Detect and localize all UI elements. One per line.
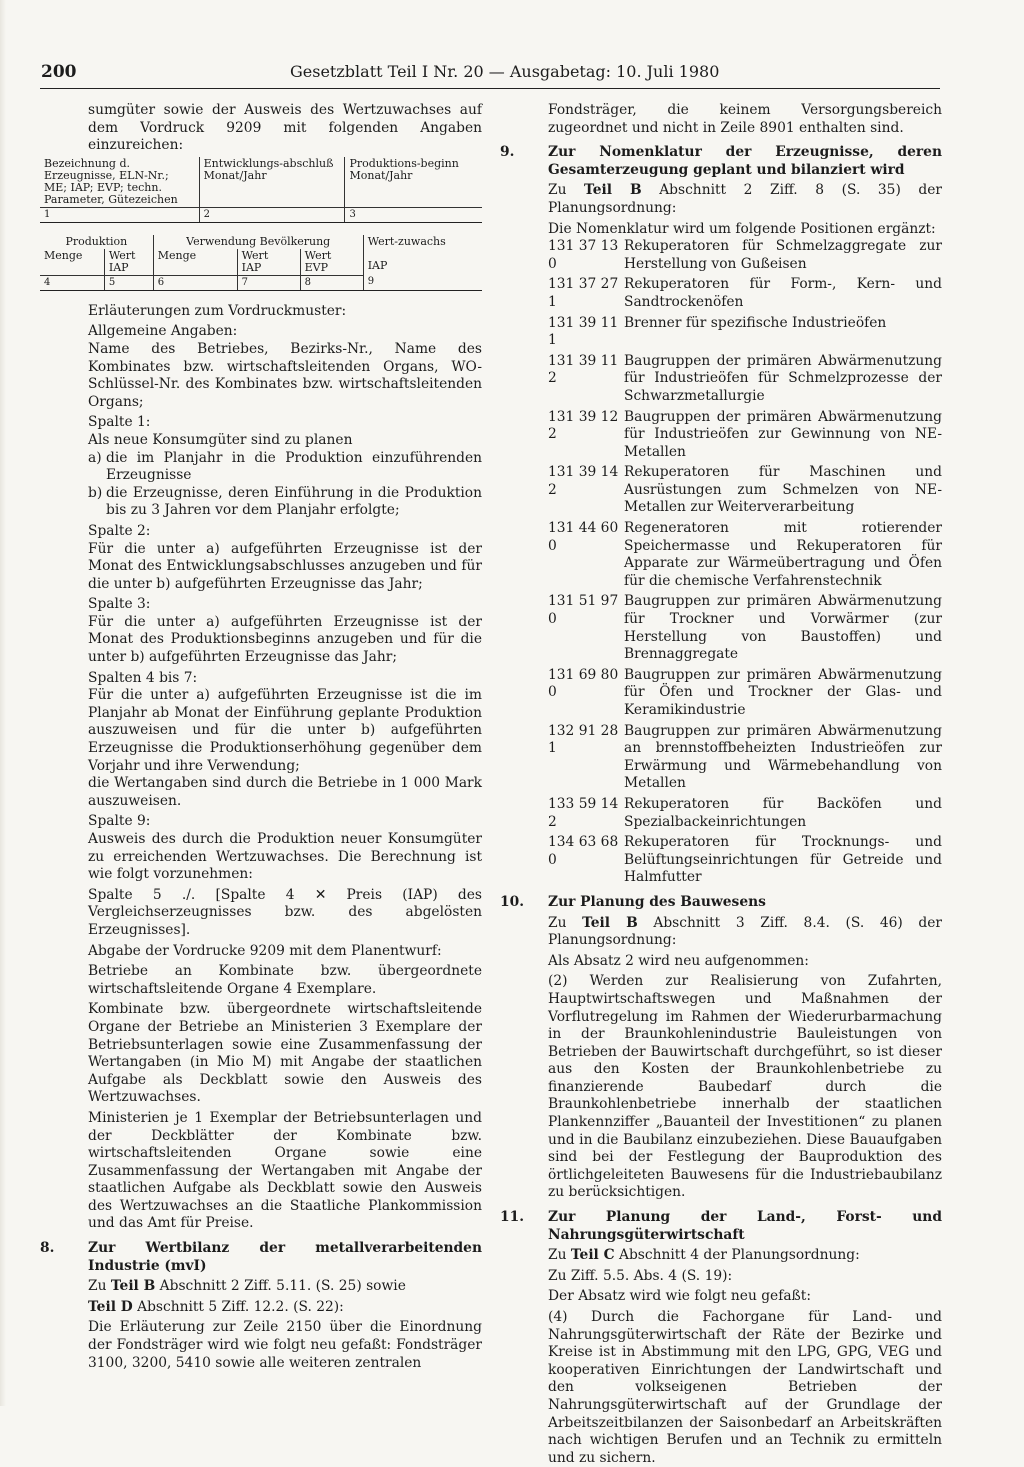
ref-prefix: Zu — [548, 914, 583, 931]
nomenclature-code: 131 39 11 2 — [548, 352, 619, 387]
nomenclature-text: Brenner für spezifische Industrieöfen — [624, 314, 887, 331]
form2-wert-label: Wert — [304, 248, 332, 262]
nomenclature-code: 132 91 28 1 — [548, 722, 619, 757]
nomenclature-text: Rekuperatoren für Form-, Kern- und Sandtrockenöfen — [624, 276, 942, 310]
section-11-title: Zur Planung der Land-, Forst- und Nahrungsgüterwirtschaft — [548, 1209, 942, 1243]
ref-prefix: Zu — [548, 182, 585, 199]
form2-wertzuwachs-label: Wert-zuwachs — [367, 234, 446, 248]
section-8-title: Zur Wertbilanz der metallverarbeitenden Industrie (mvI) — [88, 1240, 482, 1274]
form2-wert-label: Wert — [108, 248, 136, 262]
nomenclature-item — [548, 238, 942, 273]
ref-rest: Abschnitt 4 der Planungsordnung: — [614, 1247, 860, 1264]
form1-col3-header: Produktions-beginn Monat/Jahr — [345, 157, 482, 208]
nomenclature-item — [548, 315, 942, 350]
form2-num-8: 8 — [300, 275, 363, 290]
item-b-marker: b) — [88, 484, 103, 501]
spalte-1-item-b — [88, 485, 482, 520]
form2-menge-1: Menge — [40, 249, 104, 276]
nomenclature-item — [548, 464, 942, 517]
form2-iap-label: IAP — [108, 260, 129, 274]
form-table-1 — [40, 157, 482, 223]
spalte-2-text: Für die unter a) aufgeführten Erzeugnisse ist der Monat des Entwicklungsabschlusses anzugeben und für die unter b) aufgeführten Erzeugnisse das Jahr; — [88, 540, 482, 592]
spalte-1-heading: Spalte 1: — [88, 414, 151, 431]
page-header-title: Gesetzblatt Teil I Nr. 20 — Ausgabetag: 10. Juli 1980 — [290, 62, 720, 81]
page-edge-shadow — [0, 0, 6, 1406]
form1-num-3: 3 — [345, 207, 482, 222]
ref-part: Teil D — [88, 1298, 133, 1315]
form1-col1-header: Bezeichnung d. Erzeugnisse, ELN-Nr.; ME; IAP; EVP; techn. Parameter, Gütezeichen — [40, 157, 199, 208]
ref-rest: Abschnitt 3 Ziff. 8.4. (S. 46) der Planungsordnung: — [548, 914, 942, 949]
spalte-3-text: Für die unter a) aufgeführten Erzeugnisse ist der Monat des Produktionsbeginns anzugeben und für die unter b) aufgeführten Erzeugnisse das Jahr; — [88, 613, 482, 666]
form1-col2-header: Entwicklungs-abschluß Monat/Jahr — [199, 157, 345, 208]
abgabe-ministerien: Ministerien je 1 Exemplar der Betriebsunterlagen und der Deckblätter der Kombinate bzw. wirtschaftsleitenden Organe sowie eine Zusammenfassung der Wertangaben mit Angabe der staatlichen Aufgabe als Deckblatt sowie den Ausweis des Wertzuwachses an die Staatliche Plankommission und das Amt für Preise. — [88, 1109, 482, 1232]
nomenclature-item — [548, 593, 942, 663]
nomenclature-code: 131 44 60 0 — [548, 520, 619, 554]
item-b-text: die Erzeugnisse, deren Einführung in die Produktion bis zu 3 Jahren vor dem Planjahr erfolgte; — [106, 484, 482, 519]
spalten-4-7-text: Für die unter a) aufgeführten Erzeugnisse ist die im Planjahr ab Monat der Einführung geplante Produktion auszuweisen und für die unter b) aufgeführten Erzeugnisse die Produktionserhöhung gegenüber dem Vorjahr und ihre Verwendung; — [88, 687, 482, 774]
nomenclature-text: Baugruppen zur primären Abwärmenutzung für Trockner und Vorwärmer (zur Herstellung von Baustoffen) und Brennaggregate — [624, 593, 942, 663]
form2-num-5: 5 — [104, 275, 153, 290]
form2-num-6: 6 — [153, 275, 237, 290]
form2-num-9: 9 — [363, 275, 482, 290]
section-11-ziff: Zu Ziff. 5.5. Abs. 4 (S. 19): — [548, 1267, 733, 1284]
nomenclature-item — [548, 520, 942, 590]
section-11-heading — [500, 1209, 942, 1244]
abgabe-heading: Abgabe der Vordrucke 9209 mit dem Planentwurf: — [88, 942, 442, 959]
form-table-2 — [40, 235, 482, 291]
section-10-absatz-2: (2) Werden zur Realisierung von Zufahrten, Hauptwirtschaftswegen und Maßnahmen der Vorflutregelung im Rahmen der Wiederurbarmachung in der Braunkohlenindustrie Bauleistungen von Betrieben der Bauwirtschaft durchgeführt, so ist dieser aus den Kosten der Braunkohlenbetriebe zu finanzierende Baubedarf durch die Braunkohlenbetriebe innerhalb der staatlichen Plankennziffer „Bauanteil der Investitionen“ zu planen und in die Baubilanz einzubeziehen. Diese Bauaufgaben sind bei der Festlegung der Bauproduktion des örtlichgeleiteten Bauwesens für die Industriebaubilanz zu berücksichtigen. — [548, 973, 942, 1201]
section-10-intro: Als Absatz 2 wird neu aufgenommen: — [548, 952, 809, 969]
form2-evp-label: EVP — [304, 260, 329, 274]
section-10-ref — [548, 915, 942, 950]
form2-produktion-header: Produktion — [65, 234, 128, 248]
spalte-9-text: Ausweis des durch die Produktion neuer Konsumgüter zu erreichenden Wertzuwachses. Die Berechnung ist wie folgt vorzunehmen: — [88, 831, 482, 883]
allgemeine-angaben-heading: Allgemeine Angaben: — [88, 323, 238, 340]
section-10-number: 10. — [500, 893, 525, 910]
section-9-intro: Die Nomenklatur wird um folgende Positionen ergänzt: — [548, 220, 936, 237]
abgabe-kombinate: Kombinate bzw. übergeordnete wirtschaftsleitende Organe der Betriebe an Ministerien 3 Exemplare der Betriebsunterlagen sowie eine Zusammenfassung der Wertangaben (in Mio M) mit Angabe der staatlichen Aufgabe als Deckblatt sowie den Ausweis des Wertzuwachses. — [88, 1001, 482, 1106]
section-8-number: 8. — [40, 1240, 55, 1257]
nomenclature-code: 131 69 80 0 — [548, 666, 619, 701]
nomenclature-item — [548, 796, 942, 831]
form2-num-4: 4 — [40, 275, 104, 290]
spalte-9-heading: Spalte 9: — [88, 813, 151, 830]
nomenclature-item — [548, 834, 942, 887]
nomenclature-code: 133 59 14 2 — [548, 795, 619, 830]
ref-part: Teil B — [584, 182, 642, 199]
nomenclature-text: Rekuperatoren für Backöfen und Spezialbackeinrichtungen — [624, 795, 942, 830]
section-9-number: 9. — [500, 144, 515, 161]
section-10-body — [500, 915, 942, 1203]
nomenclature-code: 131 37 27 1 — [548, 276, 619, 310]
nomenclature-text: Rekuperatoren für Schmelzaggregate zur Herstellung von Gußeisen — [624, 238, 942, 272]
form2-wertzuwachs-iap: IAP — [367, 258, 388, 272]
item-a-marker: a) — [88, 449, 102, 466]
spalten-4-7-heading: Spalten 4 bis 7: — [88, 669, 198, 686]
section-11-body — [500, 1247, 942, 1467]
nomenclature-text: Rekuperatoren für Maschinen und Ausrüstungen zum Schmelzen von NE-Metallen zur Weiterverarbeitung — [624, 464, 942, 516]
section-11-ref — [548, 1247, 942, 1265]
erlaeuterungen-heading: Erläuterungen zum Vordruckmuster: — [88, 302, 347, 319]
form2-menge-2: Menge — [153, 249, 237, 276]
nomenclature-item — [548, 353, 942, 406]
nomenclature-code: 131 39 14 2 — [548, 464, 619, 498]
form2-wertzuwachs-header — [363, 235, 482, 276]
nomenclature-text: Baugruppen zur primären Abwärmenutzung an brennstoffbeheizten Industrieöfen zur Erwärmung und Wärmebehandlung von Metallen — [624, 722, 942, 792]
form2-wert-evp — [300, 249, 363, 276]
section-8-ref-1 — [88, 1278, 482, 1296]
section-8-ref-2 — [88, 1299, 482, 1317]
nomenclature-text: Baugruppen der primären Abwärmenutzung für Industrieöfen für Schmelzprozesse der Schwarzmetallurgie — [624, 352, 942, 404]
nomenclature-item — [548, 409, 942, 462]
nomenclature-code: 131 37 13 0 — [548, 238, 619, 272]
intro-paragraph: sumgüter sowie der Ausweis des Wertzuwachses auf dem Vordruck 9209 mit folgenden Angaben einzureichen: — [88, 102, 482, 154]
ref-rest: Abschnitt 2 Ziff. 8 (S. 35) der Planungsordnung: — [548, 182, 942, 216]
form2-verwendung-header: Verwendung Bevölkerung — [153, 235, 363, 249]
section-9-title: Zur Nomenklatur der Erzeugnisse, deren Gesamterzeugung geplant und bilanziert wird — [548, 144, 942, 178]
nomenclature-item — [548, 723, 942, 793]
ref-rest: Abschnitt 5 Ziff. 12.2. (S. 22): — [132, 1298, 344, 1315]
section-11-intro: Der Absatz wird wie folgt neu gefaßt: — [548, 1288, 811, 1305]
nomenclature-text: Baugruppen der primären Abwärmenutzung für Industrieöfen zur Gewinnung von NE-Metallen — [624, 408, 942, 460]
form2-wert-iap-2 — [237, 249, 300, 276]
ref-rest: Abschnitt 2 Ziff. 5.11. (S. 25) sowie — [155, 1278, 406, 1295]
continuation-paragraph: Fondsträger, die keinem Versorgungsbereich zugeordnet und nicht in Zeile 8901 enthalten sind. — [548, 102, 942, 136]
header-rule — [40, 88, 940, 89]
spalte-9-formula: Spalte 5 ./. [Spalte 4 ✕ Preis (IAP) des Vergleichserzeugnisses bzw. des abgelösten Erzeugnisses]. — [88, 886, 482, 938]
spalte-1-item-a — [88, 450, 482, 485]
section-8-heading — [40, 1240, 482, 1275]
form2-wert-iap-1 — [104, 249, 153, 276]
item-a-text: die im Planjahr in die Produktion einzuführenden Erzeugnisse — [106, 449, 482, 484]
ref-part: Teil B — [582, 914, 638, 931]
form1-num-2: 2 — [199, 207, 345, 222]
nomenclature-code: 131 51 97 0 — [548, 593, 619, 628]
form2-wert-label: Wert — [241, 248, 269, 262]
section-9-heading — [500, 144, 942, 179]
section-8-text: Die Erläuterung zur Zeile 2150 über die Einordnung der Fondsträger wird wie folgt neu gefaßt: Fondsträger 3100, 3200, 5410 sowie alle weiteren zentralen — [88, 1319, 482, 1371]
section-11-absatz-4: (4) Durch die Fachorgane für Land- und Nahrungsgüterwirtschaft der Räte der Bezirke und Kreise ist in Abstimmung mit den LPG, GPG, VEG und kooperativen Einrichtungen der Landwirtschaft und den volkseigenen Betrieben der Nahrungsgüterwirtschaft auf der Grundlage der Arbeitszeitbilanzen der Saisonbedarf an Arbeitskräften nach wichtigen Berufen und an Technik zu ermitteln und zu sichern. — [548, 1309, 942, 1466]
nomenclature-text: Rekuperatoren für Trocknungs- und Belüftungseinrichtungen für Getreide und Halmfutter — [624, 834, 942, 886]
spalte-3-heading: Spalte 3: — [88, 596, 151, 613]
form1-num-1: 1 — [40, 207, 199, 222]
nomenclature-text: Baugruppen zur primären Abwärmenutzung für Öfen und Trockner der Glas- und Keramikindustrie — [624, 666, 942, 718]
abgabe-betriebe: Betriebe an Kombinate bzw. übergeordnete wirtschaftsleitende Organe 4 Exemplare. — [88, 963, 482, 997]
nomenclature-text: Regeneratoren mit rotierender Speichermasse und Rekuperatoren für Apparate zur Wärmeübertragung und Öfen für die chemische Verfahrenstechnik — [624, 520, 942, 589]
spalte-1-text: Als neue Konsumgüter sind zu planen — [88, 431, 353, 448]
nomenclature-item — [548, 667, 942, 720]
section-11-number: 11. — [500, 1209, 525, 1226]
ref-part: Teil C — [570, 1247, 615, 1264]
form2-num-7: 7 — [237, 275, 300, 290]
section-10-heading — [500, 894, 942, 912]
form2-iap-label: IAP — [241, 260, 262, 274]
nomenclature-code: 134 63 68 0 — [548, 834, 619, 868]
spalten-4-7-text-2: die Wertangaben sind durch die Betriebe in 1 000 Mark auszuweisen. — [88, 775, 482, 809]
ref-prefix: Zu — [548, 1247, 571, 1264]
nomenclature-code: 131 39 12 2 — [548, 408, 619, 443]
nomenclature-list — [548, 238, 942, 887]
section-9-ref — [548, 182, 942, 217]
left-column — [40, 102, 482, 1372]
right-column — [500, 102, 942, 1467]
spalte-2-heading: Spalte 2: — [88, 522, 151, 539]
allgemeine-angaben-text: Name des Betriebes, Bezirks-Nr., Name des Kombinates bzw. wirtschaftsleitenden Organs, WO-Schlüssel-Nr. des Kombinates bzw. wirtschaftsleitenden Organs; — [88, 340, 482, 410]
ref-part: Teil B — [110, 1278, 156, 1295]
nomenclature-code: 131 39 11 1 — [548, 314, 619, 349]
nomenclature-item — [548, 276, 942, 311]
section-9-body — [500, 182, 942, 887]
section-10-title: Zur Planung des Bauwesens — [548, 893, 766, 910]
ref-prefix: Zu — [88, 1278, 111, 1295]
page-number: 200 — [41, 62, 77, 82]
section-8-body — [40, 1278, 482, 1372]
explanations-block — [40, 303, 482, 1233]
